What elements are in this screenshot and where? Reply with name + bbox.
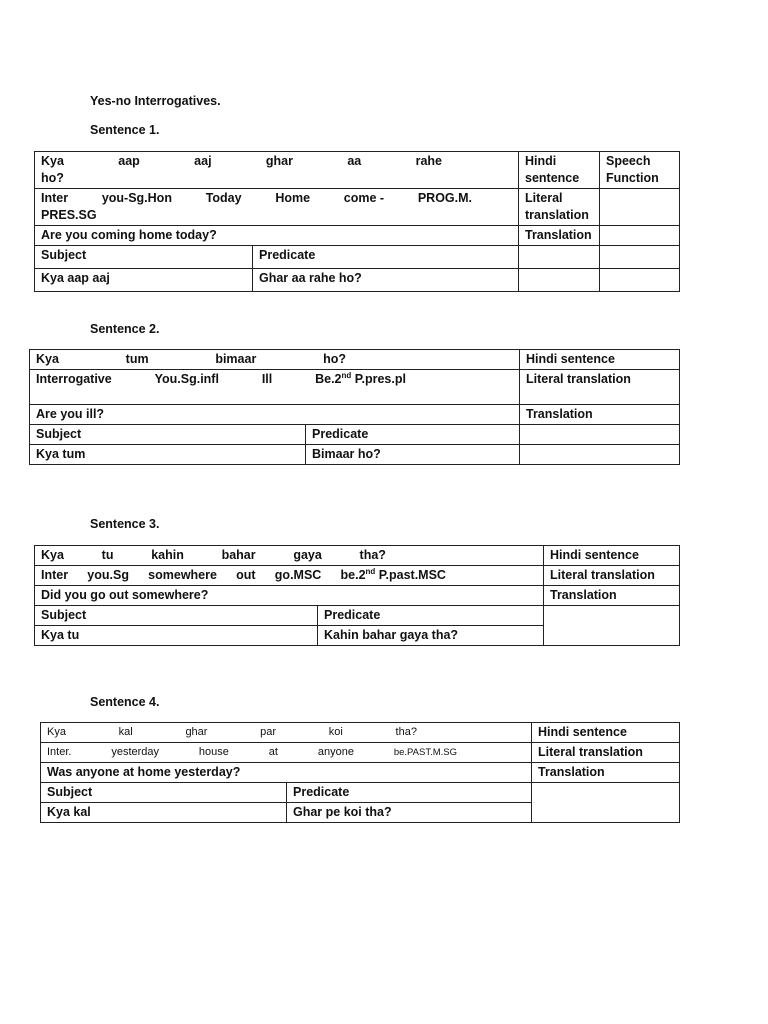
sentence-4-label: Sentence 4.: [90, 695, 160, 709]
s2-predicate-label: Predicate: [306, 425, 520, 445]
s4-predicate: Ghar pe koi tha?: [287, 803, 532, 823]
s4-word: kal: [118, 726, 133, 738]
s2-word: tum: [125, 352, 149, 366]
s4-gloss: Inter.: [47, 746, 72, 758]
s1-gloss: Today: [205, 191, 242, 205]
s4-col-translation: Translation: [532, 763, 680, 783]
s1-word-wrap: ho?: [41, 171, 64, 185]
s2-empty-cell: [520, 425, 680, 445]
s4-subject-label: Subject: [41, 783, 287, 803]
s3-gloss: Inter: [41, 568, 69, 582]
s4-word: par: [260, 726, 277, 738]
s2-gloss-verb-rest: P.pres.pl: [351, 372, 406, 386]
s1-gloss: Home: [275, 191, 311, 205]
s1-col-speech-function: Speech Function: [600, 152, 680, 189]
s3-hindi-sentence-cell: [35, 546, 544, 566]
s4-hindi-sentence-cell: [41, 723, 532, 743]
s1-col-hindi: Hindi sentence: [519, 152, 600, 189]
s1-gloss: you-Sg.Hon: [101, 191, 172, 205]
s1-col-translation: Translation: [519, 226, 600, 246]
s1-empty-cell: [519, 246, 600, 269]
s1-word: aaj: [194, 154, 212, 168]
s1-word: ghar: [265, 154, 293, 168]
s2-word: Kya: [36, 352, 59, 366]
s1-word: aa: [347, 154, 362, 168]
s3-gloss-verb-base: be.2: [340, 568, 366, 582]
s2-predicate: Bimaar ho?: [306, 445, 520, 465]
s4-word: Kya: [47, 726, 66, 738]
s3-empty-cell: [544, 606, 680, 646]
s3-col-hindi: Hindi sentence: [544, 546, 680, 566]
s1-empty-cell: [600, 189, 680, 226]
s3-gloss: go.MSC: [274, 568, 322, 582]
s1-empty-cell: [600, 246, 680, 269]
s2-subject: Kya tum: [30, 445, 306, 465]
s4-gloss: yesterday: [111, 746, 160, 758]
s3-word: tha?: [359, 548, 386, 562]
s1-gloss: PROG.M.: [417, 191, 472, 205]
s1-predicate-label: Predicate: [253, 246, 519, 269]
s1-word: aap: [118, 154, 140, 168]
s2-gloss-verb-base: Be.2: [315, 372, 342, 386]
page-title: Yes-no Interrogatives.: [90, 94, 221, 108]
sentence-2-table: [29, 349, 680, 465]
s3-subject: Kya tu: [35, 626, 318, 646]
s1-gloss: come -: [343, 191, 385, 205]
s1-col-literal: Literal translation: [519, 189, 600, 226]
s4-gloss: anyone: [317, 746, 354, 758]
s2-gloss: Interrogative: [36, 372, 112, 386]
s2-gloss-verb-sup: nd: [341, 370, 352, 380]
s3-word: tu: [101, 548, 114, 562]
s3-word: kahin: [151, 548, 184, 562]
s4-gloss: at: [268, 746, 278, 758]
s2-gloss: You.Sg.infl: [154, 372, 219, 386]
s3-literal-cell: [35, 566, 544, 586]
s4-word: koi: [328, 726, 343, 738]
s3-word: bahar: [221, 548, 256, 562]
s1-subject: Kya aap aaj: [35, 269, 253, 292]
sentence-1-table: [34, 151, 680, 292]
s2-translation: Are you ill?: [30, 405, 520, 425]
s3-gloss: out: [236, 568, 256, 582]
s3-col-translation: Translation: [544, 586, 680, 606]
s3-gloss-verb-rest: P.past.MSC: [375, 568, 446, 582]
s4-word: ghar: [185, 726, 208, 738]
s1-subject-label: Subject: [35, 246, 253, 269]
s2-hindi-sentence-cell: [30, 350, 520, 370]
s3-gloss-verb-sup: nd: [365, 566, 376, 576]
s2-col-hindi: Hindi sentence: [520, 350, 680, 370]
s1-empty-cell: [600, 226, 680, 246]
s3-gloss: you.Sg: [87, 568, 129, 582]
s2-empty-cell: [520, 445, 680, 465]
s3-predicate: Kahin bahar gaya tha?: [318, 626, 544, 646]
s2-gloss: Ill: [261, 372, 273, 386]
s1-predicate: Ghar aa rahe ho?: [253, 269, 519, 292]
s3-col-literal: Literal translation: [544, 566, 680, 586]
s3-translation: Did you go out somewhere?: [35, 586, 544, 606]
s2-literal-cell: [30, 370, 520, 405]
s2-subject-label: Subject: [30, 425, 306, 445]
sentence-4-table: [40, 722, 680, 823]
s3-subject-label: Subject: [35, 606, 318, 626]
s4-col-hindi: Hindi sentence: [532, 723, 680, 743]
s2-word: ho?: [323, 352, 346, 366]
s1-literal-cell: [35, 189, 519, 226]
s4-col-literal: Literal translation: [532, 743, 680, 763]
s3-word: Kya: [41, 548, 64, 562]
s1-word: Kya: [41, 154, 64, 168]
s2-col-literal: Literal translation: [520, 370, 680, 405]
sentence-2-label: Sentence 2.: [90, 322, 160, 336]
sentence-1-label: Sentence 1.: [90, 123, 160, 137]
s1-empty-cell: [600, 269, 680, 292]
s2-word: bimaar: [215, 352, 257, 366]
s4-subject: Kya kal: [41, 803, 287, 823]
s3-gloss-verb: [341, 567, 446, 584]
s4-gloss: be.PAST.M.SG: [393, 747, 457, 758]
s4-word: tha?: [395, 726, 417, 738]
s1-empty-cell: [519, 269, 600, 292]
s1-gloss-wrap: PRES.SG: [41, 208, 97, 222]
s4-empty-cell: [532, 783, 680, 823]
sentence-3-table: [34, 545, 680, 646]
s4-literal-cell: [41, 743, 532, 763]
s2-gloss-verb: [315, 371, 406, 388]
s1-hindi-sentence-cell: [35, 152, 519, 189]
s1-translation: Are you coming home today?: [35, 226, 519, 246]
s4-translation: Was anyone at home yesterday?: [41, 763, 532, 783]
s2-col-translation: Translation: [520, 405, 680, 425]
s1-word: rahe: [415, 154, 442, 168]
s3-gloss: somewhere: [148, 568, 217, 582]
s3-predicate-label: Predicate: [318, 606, 544, 626]
s3-word: gaya: [293, 548, 322, 562]
s1-gloss: Inter: [41, 191, 69, 205]
s4-gloss: house: [198, 746, 229, 758]
sentence-3-label: Sentence 3.: [90, 517, 160, 531]
s4-predicate-label: Predicate: [287, 783, 532, 803]
